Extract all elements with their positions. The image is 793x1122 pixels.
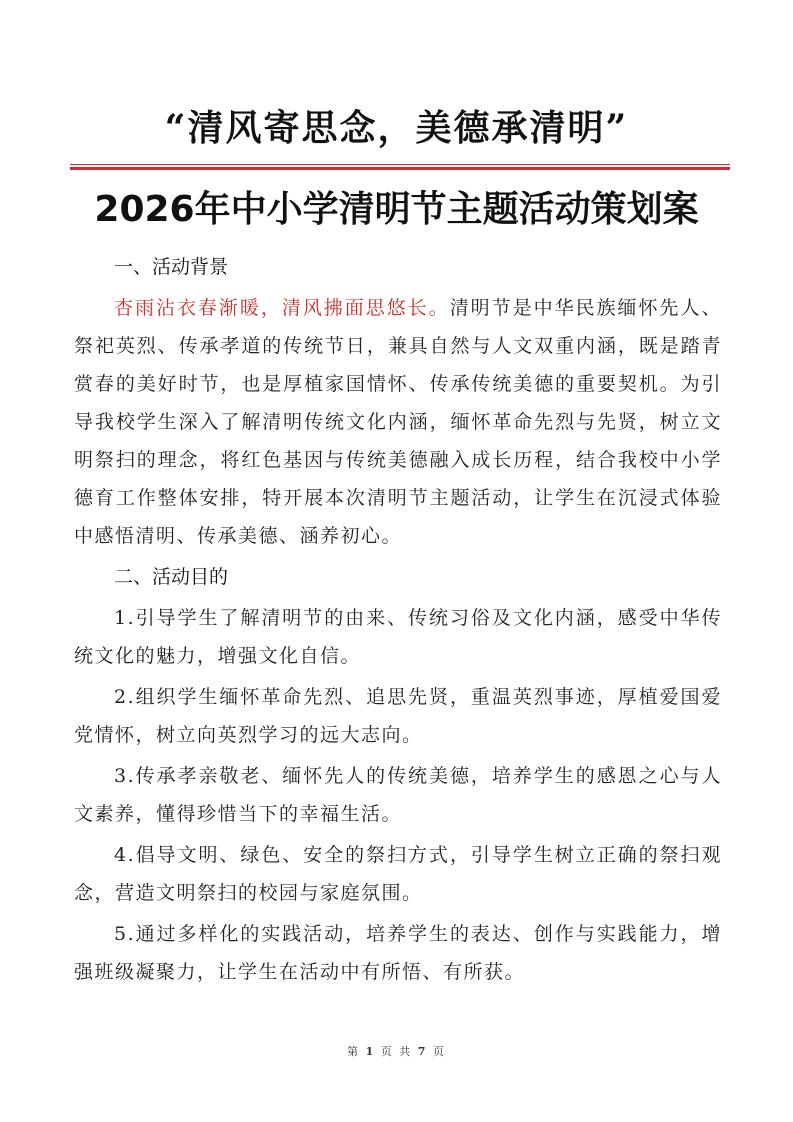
purpose-item-5: 5.通过多样化的实践活动，培养学生的表达、创作与实践能力，增强班级凝聚力，让学生在活动中有所悟、有所获。 — [74, 923, 722, 983]
title-rule-thick — [70, 167, 730, 170]
purpose-item-1: 1.引导学生了解清明节的由来、传统习俗及文化内涵，感受中华传统文化的魅力，增强文化自信。 — [74, 607, 722, 667]
title-rule-thin — [70, 164, 730, 165]
purpose-item-3: 3.传承孝亲敬老、缅怀先人的传统美德，培养学生的感恩之心与人文素养，懂得珍惜当下的幸福生活。 — [74, 765, 722, 825]
footer-prefix: 第 — [347, 1045, 361, 1058]
document-title: “清风寄思念，美德承清明” — [164, 107, 629, 149]
footer-middle: 页 共 — [380, 1045, 413, 1058]
background-text: 清明节是中华民族缅怀先人、祭祀英烈、传承孝道的传统节日，兼具自然与人文双重内涵，既是踏青赏春的美好时节，也是厚植家国情怀、传承传统美德的重要契机。为引导我校学生深入了解清明传统文化内涵，缅怀革命先烈与先贤，树立文明祭扫的理念，将红色基因与传统美德融入成长历程，结合我校中小学德育工作整体安排，特开展本次清明节主题活动，让学生在沉浸式体验中感悟清明、传承美德、涵养初心。 — [74, 297, 722, 547]
footer-page-number: 1 — [365, 1045, 376, 1058]
section-heading-purpose: 二、活动目的 — [114, 566, 229, 588]
footer-total-pages: 7 — [417, 1045, 428, 1058]
section-heading-background: 一、活动背景 — [114, 256, 229, 278]
document-body — [74, 248, 722, 991]
background-paragraph — [74, 289, 722, 555]
page-footer — [0, 1043, 793, 1059]
background-lead-sentence: 杏雨沾衣春渐暖，清风拂面思悠长。 — [114, 297, 450, 319]
footer-suffix: 页 — [432, 1045, 446, 1058]
document-subtitle: 2026年中小学清明节主题活动策划案 — [94, 189, 699, 230]
purpose-item-4: 4.倡导文明、绿色、安全的祭扫方式，引导学生树立正确的祭扫观念，营造文明祭扫的校园与家庭氛围。 — [74, 844, 722, 904]
purpose-item-2: 2.组织学生缅怀革命先烈、追思先贤，重温英烈事迹，厚植爱国爱党情怀，树立向英烈学习的远大志向。 — [74, 686, 722, 746]
